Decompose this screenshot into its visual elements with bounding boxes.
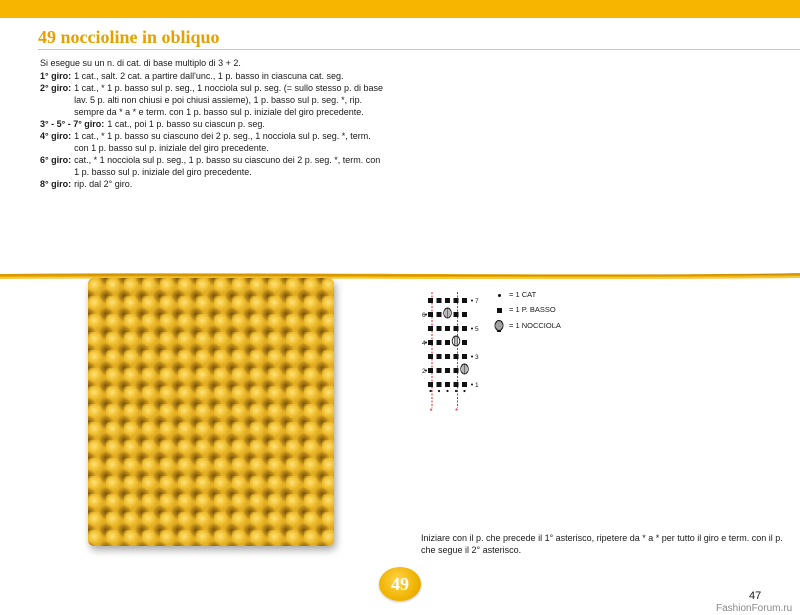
single-crochet-mark	[428, 368, 433, 373]
round-label: 2° giro:	[40, 83, 72, 93]
single-crochet-mark	[428, 354, 433, 359]
single-crochet-mark	[428, 326, 433, 331]
round-row	[40, 118, 385, 130]
single-crochet-mark	[437, 298, 442, 303]
badge-number: 49	[391, 573, 409, 594]
single-crochet-mark	[428, 298, 433, 303]
watermark: FashionForum.ru	[716, 603, 793, 614]
title-rule	[38, 49, 800, 50]
single-crochet-mark	[445, 354, 450, 359]
round-row	[40, 178, 385, 190]
single-crochet-mark	[462, 298, 467, 303]
round-label: 4° giro:	[40, 131, 72, 141]
round-label: 1° giro:	[40, 71, 72, 81]
single-crochet-mark	[437, 340, 442, 345]
legend-item-nocciola	[492, 320, 561, 332]
page-title: 49 noccioline in obliquo	[38, 27, 220, 47]
round-text: 1 cat., salt. 2 cat. a partire dall'unc., 1 p. basso in ciascuna cat. seg.	[74, 71, 344, 81]
single-crochet-mark	[462, 340, 467, 345]
pattern-number-badge	[379, 567, 421, 601]
page-number: 47	[749, 590, 762, 602]
single-crochet-mark	[454, 326, 459, 331]
chain-dot	[438, 390, 440, 392]
row-label: 5	[475, 326, 479, 333]
single-crochet-mark	[428, 382, 433, 387]
diagram-legend	[492, 290, 561, 337]
round-row	[40, 82, 385, 118]
round-label: 6° giro:	[40, 155, 72, 165]
instructions-block	[40, 57, 385, 190]
single-crochet-icon	[497, 308, 502, 313]
round-text: rip. dal 2° giro.	[74, 179, 133, 189]
single-crochet-mark	[462, 326, 467, 331]
stitch-diagram	[420, 290, 490, 415]
chain-dot	[455, 390, 457, 392]
legend-label: = 1 CAT	[509, 290, 537, 299]
chain-dot	[446, 390, 448, 392]
legend-item-cat	[492, 290, 561, 300]
top-color-band	[0, 0, 800, 18]
row-label: 7	[475, 298, 479, 305]
single-crochet-mark	[445, 368, 450, 373]
chain-dot	[429, 390, 431, 392]
turning-chain-dot	[471, 384, 473, 386]
single-crochet-mark	[462, 354, 467, 359]
intro-text: Si esegue su un n. di cat. di base multiplo di 3 + 2.	[40, 58, 241, 68]
asterisk-marker: *	[429, 407, 433, 415]
single-crochet-mark	[437, 312, 442, 317]
round-label: 3° - 5° - 7° giro:	[40, 119, 105, 129]
round-text: 1 cat., poi 1 p. basso su ciascun p. seg.	[107, 119, 265, 129]
round-row	[40, 130, 385, 154]
single-crochet-mark	[437, 354, 442, 359]
round-label: 8° giro:	[40, 179, 72, 189]
single-crochet-mark	[437, 382, 442, 387]
legend-label: = 1 P. BASSO	[509, 305, 556, 314]
asterisk-marker: *	[455, 407, 459, 415]
bottom-note: Iniziare con il p. che precede il 1° asterisco, ripetere da * a * per tutto il giro e term. con il p. che segue il 2° asterisco.	[421, 533, 783, 555]
nocciola-icon	[494, 320, 504, 332]
single-crochet-mark	[428, 312, 433, 317]
single-crochet-mark	[454, 382, 459, 387]
round-row	[40, 154, 385, 178]
single-crochet-mark	[445, 326, 450, 331]
single-crochet-mark	[454, 312, 459, 317]
round-row	[40, 70, 385, 82]
round-text: 1 cat., * 1 p. basso su ciascuno dei 2 p. seg., 1 nocciola sul p. seg. *, term. con 1 p. basso sul p. iniziale del giro precedente.	[74, 131, 371, 153]
chain-dot-icon	[498, 294, 501, 297]
single-crochet-mark	[462, 312, 467, 317]
single-crochet-mark	[437, 326, 442, 331]
single-crochet-mark	[445, 340, 450, 345]
row-label: 2	[422, 368, 426, 375]
single-crochet-mark	[445, 382, 450, 387]
single-crochet-mark	[454, 354, 459, 359]
single-crochet-mark	[454, 368, 459, 373]
round-text: cat., * 1 nocciola sul p. seg., 1 p. basso su ciascuno dei 2 p. seg. *, term. con 1 p. basso sul p. iniziale del giro precedente.	[74, 155, 381, 177]
legend-item-basso	[492, 305, 561, 315]
chain-dot	[463, 390, 465, 392]
legend-label: = 1 NOCCIOLA	[509, 321, 561, 330]
single-crochet-mark	[454, 298, 459, 303]
crochet-swatch-photo	[88, 278, 334, 546]
single-crochet-mark	[428, 340, 433, 345]
row-label: 1	[475, 382, 479, 389]
single-crochet-mark	[437, 368, 442, 373]
single-crochet-mark	[462, 382, 467, 387]
turning-chain-dot	[471, 300, 473, 302]
row-label: 4	[422, 340, 426, 347]
row-label: 6	[422, 312, 426, 319]
turning-chain-dot	[471, 356, 473, 358]
single-crochet-mark	[445, 298, 450, 303]
round-text: 1 cat., * 1 p. basso sul p. seg., 1 nocciola sul p. seg. (= sullo stesso p. di base lav. 5 p. alti non chiusi e poi chiusi assieme), 1 p. basso sul p. seg. *, rip. sempre da * a * e term. con 1 p. basso sul p. iniziale del giro precedente.	[74, 83, 384, 117]
row-label: 3	[475, 354, 479, 361]
turning-chain-dot	[471, 328, 473, 330]
